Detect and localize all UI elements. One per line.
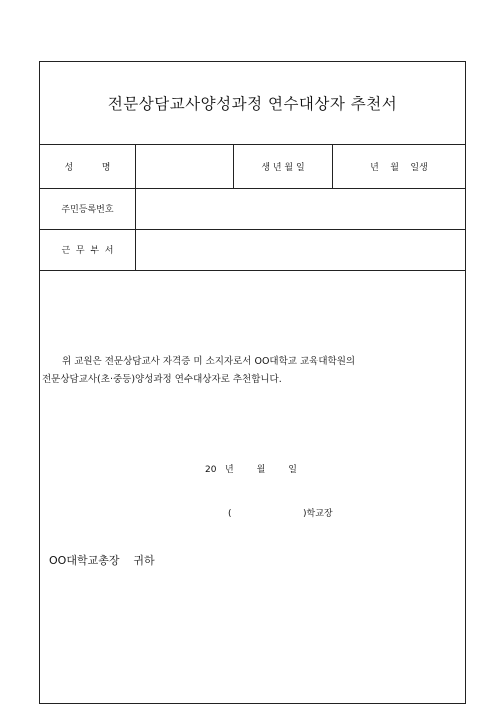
statement-line-1: 위 교원은 전문상담교사 자격증 미 소지자로서 OO대학교 교육대학원의: [62, 356, 356, 367]
recommendation-form: [39, 61, 466, 704]
date-line: 20 년 월 일: [205, 465, 297, 475]
principal-signature: ( )학교장: [228, 509, 333, 519]
resident-number-row: [40, 188, 465, 230]
statement-area: [40, 290, 465, 704]
birth-field[interactable]: 년 월 일생: [332, 144, 465, 188]
resident-number-field[interactable]: [135, 188, 465, 229]
name-label: 성 명: [64, 162, 111, 173]
work-department-label: 근 무 부 서: [61, 246, 114, 256]
statement-line-2: 전문상담교사(초·중등)양성과정 연수대상자로 추천합니다.: [42, 374, 282, 385]
addressee: OO대학교총장 귀하: [49, 554, 155, 567]
work-department-row: [40, 229, 465, 271]
birth-label: 생 년 월 일: [233, 144, 332, 188]
work-department-field[interactable]: [135, 229, 465, 270]
name-field[interactable]: [135, 144, 233, 188]
document-title: 전문상담교사양성과정 연수대상자 추천서: [40, 62, 465, 145]
name-row: [40, 144, 465, 189]
resident-number-label: 주민등록번호: [61, 205, 114, 215]
